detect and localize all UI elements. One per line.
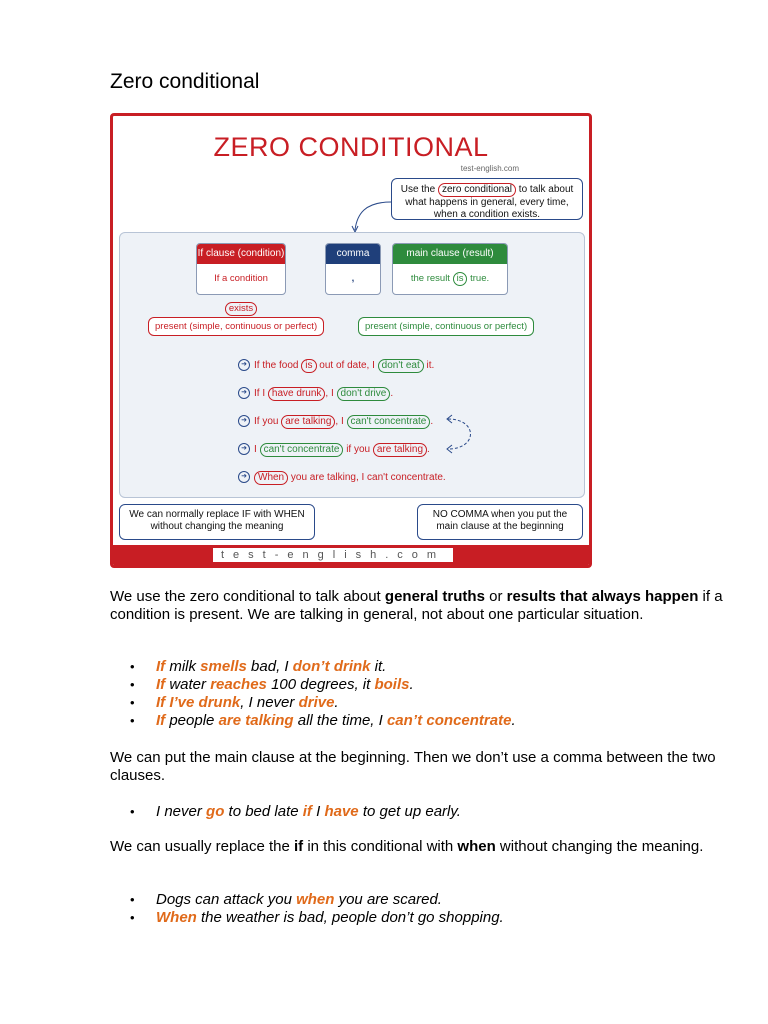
callout-definition xyxy=(391,178,583,220)
example-verb: are talking xyxy=(281,415,335,429)
examples-list-2 xyxy=(110,803,461,821)
example-result: can't concentrate xyxy=(347,415,431,429)
bold-term: results that always happen xyxy=(506,588,699,605)
main-clause-verb: is xyxy=(453,272,468,286)
swap-arrow-icon xyxy=(444,409,484,457)
example-text: , I xyxy=(325,388,334,399)
arrow-right-icon: ➜ xyxy=(238,471,250,483)
example-text: If the food xyxy=(254,360,299,371)
example-row xyxy=(238,387,393,401)
example-text: . xyxy=(390,388,394,399)
paragraph-text: if a condition is present. We are talking in general, not about one particular situation. xyxy=(110,588,723,623)
callout-arrow-icon xyxy=(343,196,403,236)
main-clause-paragraph: We can put the main clause at the beginning. Then we don’t use a comma between the two clauses. xyxy=(110,749,716,784)
comma-mark: , xyxy=(351,273,355,284)
arrow-right-icon: ➜ xyxy=(238,387,250,399)
example-text: if you xyxy=(346,444,371,455)
infographic-title: ZERO CONDITIONAL xyxy=(213,132,489,162)
paragraph-text: in this conditional with xyxy=(303,838,458,855)
paragraph-text: or xyxy=(484,588,507,605)
example-result: don't drive xyxy=(337,387,391,401)
example-result: can't concentrate xyxy=(260,443,344,457)
example-verb: are talking xyxy=(373,443,427,457)
main-clause-header: main clause (result) xyxy=(393,244,507,264)
list-item: • Dogs can attack you when you are scared. xyxy=(110,891,504,909)
structure-panel xyxy=(119,232,585,498)
example-row xyxy=(238,415,433,429)
if-clause-header: If clause (condition) xyxy=(197,244,285,264)
if-clause-verb: exists xyxy=(225,302,257,316)
list-item: • If water reaches 100 degrees, it boils. xyxy=(110,676,516,694)
paragraph-text: We use the zero conditional to talk about xyxy=(110,588,385,605)
example-verb: When xyxy=(254,471,288,485)
callout-term: zero conditional xyxy=(438,183,516,197)
example-row xyxy=(238,443,430,457)
callout-text: to talk about what happens in general, every time, when a condition exists. xyxy=(405,184,574,220)
bold-term: when xyxy=(457,838,496,855)
example-verb: have drunk xyxy=(268,387,325,401)
bold-term: general truths xyxy=(384,588,485,605)
callout-no-comma: NO COMMA when you put the main clause at the beginning xyxy=(417,504,583,540)
example-row xyxy=(238,359,434,373)
paragraph-text: We can usually replace the xyxy=(110,838,294,855)
main-clause-body xyxy=(393,264,507,294)
example-text: . xyxy=(430,416,434,427)
example-text: , I xyxy=(335,416,344,427)
list-item: • If milk smells bad, I don’t drink it. xyxy=(110,658,516,676)
example-text: If I xyxy=(254,388,266,399)
arrow-right-icon: ➜ xyxy=(238,359,250,371)
if-clause-body xyxy=(197,264,285,324)
page-title: Zero conditional xyxy=(110,70,260,93)
paragraph-text: without changing the meaning. xyxy=(495,838,704,855)
list-item: • I never go to bed late if I have to get up early. xyxy=(110,803,461,821)
example-text: you are talking, I can't concentrate. xyxy=(290,472,446,483)
example-text: If you xyxy=(254,416,279,427)
brand-logo-text: test-english.com xyxy=(213,548,453,562)
example-result: don't eat xyxy=(378,359,424,373)
list-item: • If people are talking all the time, I can’t concentrate. xyxy=(110,712,516,730)
example-verb: is xyxy=(301,359,316,373)
infographic-site-label: test-english.com xyxy=(460,164,519,173)
callout-when: We can normally replace IF with WHEN without changing the meaning xyxy=(119,504,315,540)
main-clause-text: the result xyxy=(410,273,450,284)
example-text: out of date, I xyxy=(319,360,375,371)
arrow-right-icon: ➜ xyxy=(238,443,250,455)
list-item: • When the weather is bad, people don’t go shopping. xyxy=(110,909,504,927)
arrow-right-icon: ➜ xyxy=(238,415,250,427)
brand-bar xyxy=(113,545,589,565)
tense-right: present (simple, continuous or perfect) xyxy=(358,317,534,336)
example-text: I xyxy=(254,444,257,455)
callout-text: Use the xyxy=(400,184,436,195)
main-clause-box xyxy=(392,243,508,295)
when-paragraph xyxy=(110,838,730,856)
tense-left: present (simple, continuous or perfect) xyxy=(148,317,324,336)
list-item: • If I’ve drunk, I never drive. xyxy=(110,694,516,712)
main-clause-text: true. xyxy=(470,273,490,284)
comma-box xyxy=(325,243,381,295)
example-text: it. xyxy=(426,360,435,371)
if-clause-text: If a condition xyxy=(214,273,268,284)
examples-list-1 xyxy=(110,658,516,730)
examples-list-3 xyxy=(110,891,504,927)
comma-header: comma xyxy=(326,244,380,264)
bold-term: if xyxy=(294,838,304,855)
zero-conditional-infographic xyxy=(110,113,592,568)
example-text: . xyxy=(427,444,430,455)
intro-paragraph xyxy=(110,588,730,624)
if-clause-box xyxy=(196,243,286,314)
example-row xyxy=(238,471,446,485)
